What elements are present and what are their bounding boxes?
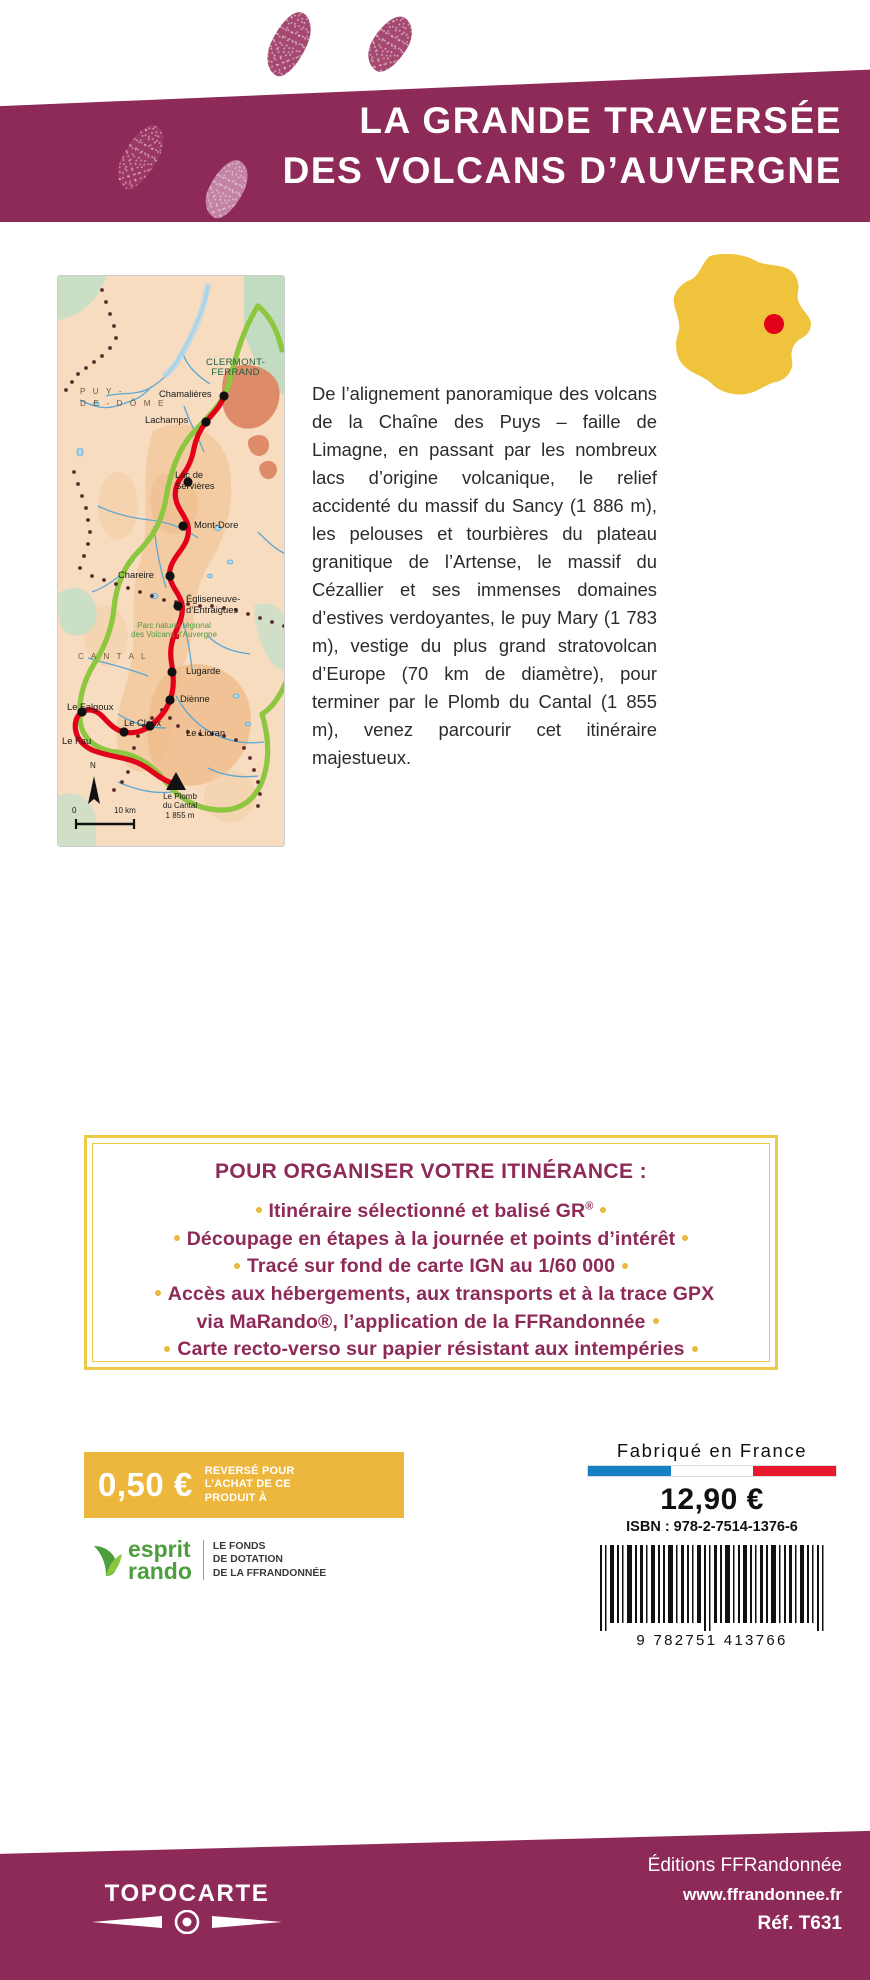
info-box-title: POUR ORGANISER VOTRE ITINÉRANCE :	[214, 1160, 648, 1183]
map-label-chamalieres: Chamalières	[159, 388, 212, 399]
map-scale-max: 10 km	[114, 806, 136, 815]
map-label-le-claux: Le Claux	[124, 717, 162, 728]
fonds-dotation-text: LE FONDS DE DOTATION DE LA FFRANDONNÉE	[203, 1540, 326, 1580]
title-line-1: LA GRANDE TRAVERSÉE	[359, 100, 842, 141]
product-reference: Réf. T631	[757, 1912, 842, 1934]
esprit-rando-wordmark: esprit rando	[128, 1535, 192, 1584]
topocarte-wordmark: TOPOCARTE	[104, 1880, 270, 1907]
map-label-chareire: Chareire	[118, 569, 154, 580]
map-scale-zero: 0	[72, 806, 77, 815]
route-overview-map[interactable]	[57, 275, 285, 847]
topocarte-emblem-icon	[92, 1910, 282, 1934]
footprint-icon	[260, 6, 319, 82]
map-north-label: N	[90, 761, 96, 770]
map-label-servieres: Servières	[175, 480, 215, 491]
map-label-le-lioran: Le Lioran	[186, 727, 226, 738]
donation-subtext: REVERSÉ POUR L’ACHAT DE CE PRODUIT À	[204, 1464, 295, 1504]
esprit-rando-block	[84, 1452, 404, 1597]
list-item: Découpage en étapes à la journée et points d’intérêt	[93, 1226, 769, 1254]
price-barcode-block	[578, 1440, 846, 1649]
map-label-egliseneuve: Égliseneuve-	[186, 593, 241, 604]
bullet-icon	[692, 1346, 698, 1352]
esprit-rando-logo-row	[84, 1524, 404, 1596]
map-label-clermont-ferrand: CLERMONT- FERRAND	[206, 357, 266, 379]
publisher-website[interactable]: www.ffrandonnee.fr	[683, 1884, 842, 1904]
donation-amount: 0,50 €	[98, 1466, 193, 1503]
list-item: Accès aux hébergements, aux transports et à la trace GPX	[93, 1281, 769, 1309]
location-marker-icon	[764, 314, 784, 334]
footprint-icon	[360, 10, 419, 79]
title-line-2: DES VOLCANS D’AUVERGNE	[282, 150, 842, 192]
list-item: Tracé sur fond de carte IGN au 1/60 000	[93, 1253, 769, 1281]
bullet-icon	[155, 1290, 161, 1296]
isbn-value: ISBN : 978-2-7514-1376-6	[626, 1519, 798, 1535]
map-label-le-falgoux: Le Falgoux	[67, 701, 114, 712]
leaf-icon	[88, 1534, 124, 1578]
map-label-lachamps: Lachamps	[145, 414, 189, 425]
map-label-lac-de: Lac de	[175, 469, 204, 480]
bullet-icon	[174, 1235, 180, 1241]
info-box-list	[93, 1198, 769, 1364]
publisher-block	[648, 1852, 842, 1940]
publisher-name: Éditions FFRandonnée	[647, 1855, 842, 1877]
bullet-icon	[653, 1318, 659, 1324]
topocarte-logo	[92, 1880, 282, 1934]
list-item: Itinéraire sélectionné et balisé GR®	[93, 1198, 769, 1226]
map-label-plomb-du-cantal: Le Plomb du Cantal 1 855 m	[162, 792, 198, 820]
french-flag-icon	[587, 1465, 837, 1477]
header-banner	[0, 0, 870, 222]
cover-title	[162, 96, 842, 197]
made-in-france-label: Fabriqué en France	[616, 1440, 808, 1461]
map-label-lugarde: Lugarde	[186, 665, 221, 676]
map-label-dept-puy-de-dome: P U Y - D E - D Ô M E	[80, 387, 167, 409]
barcode-number: 9 782751 413766	[636, 1632, 788, 1649]
footer-banner	[0, 1810, 870, 1980]
bullet-icon	[256, 1207, 262, 1213]
bullet-icon	[682, 1235, 688, 1241]
map-label-le-fau: Le Fau	[62, 735, 92, 746]
barcode-image	[596, 1545, 828, 1631]
price-value: 12,90 €	[660, 1483, 764, 1516]
france-locator-map	[658, 250, 828, 400]
donation-banner	[84, 1452, 404, 1518]
bullet-icon	[600, 1207, 606, 1213]
map-label-entraigues: d’Entraigues	[186, 604, 239, 615]
map-label-park: Parc naturel régional des Volcans d’Auvergne	[131, 621, 217, 639]
list-item: Carte recto-verso sur papier résistant aux intempéries	[93, 1336, 769, 1364]
bullet-icon	[234, 1263, 240, 1269]
list-item: via MaRando®, l’application de la FFRandonnée	[93, 1309, 769, 1337]
map-label-mont-dore: Mont-Dore	[194, 519, 239, 530]
itinerary-info-box	[84, 1135, 778, 1370]
map-label-dept-cantal: C A N T A L	[78, 652, 149, 661]
description-paragraph: De l’alignement panoramique des volcans de la Chaîne des Puys – faille de Limagne, en passant par les nombreux lacs d’origine volcanique, le relief accidenté du massif du Sancy (1 886 m), les pelouses et tourbières du plateau granitique de l’Artense, le massif du Cézallier et ses immenses domaines d’estives verdoyantes, le puy Mary (1 783 m), vestige du plus grand stratovolcan d’Europe (70 km de diamètre), pour terminer par le Plomb du Cantal (1 855 m), venez parcourir cet itinéraire majestueux.	[312, 383, 657, 768]
bullet-icon	[622, 1263, 628, 1269]
bullet-icon	[164, 1346, 170, 1352]
map-label-dienne: Diènne	[180, 693, 210, 704]
